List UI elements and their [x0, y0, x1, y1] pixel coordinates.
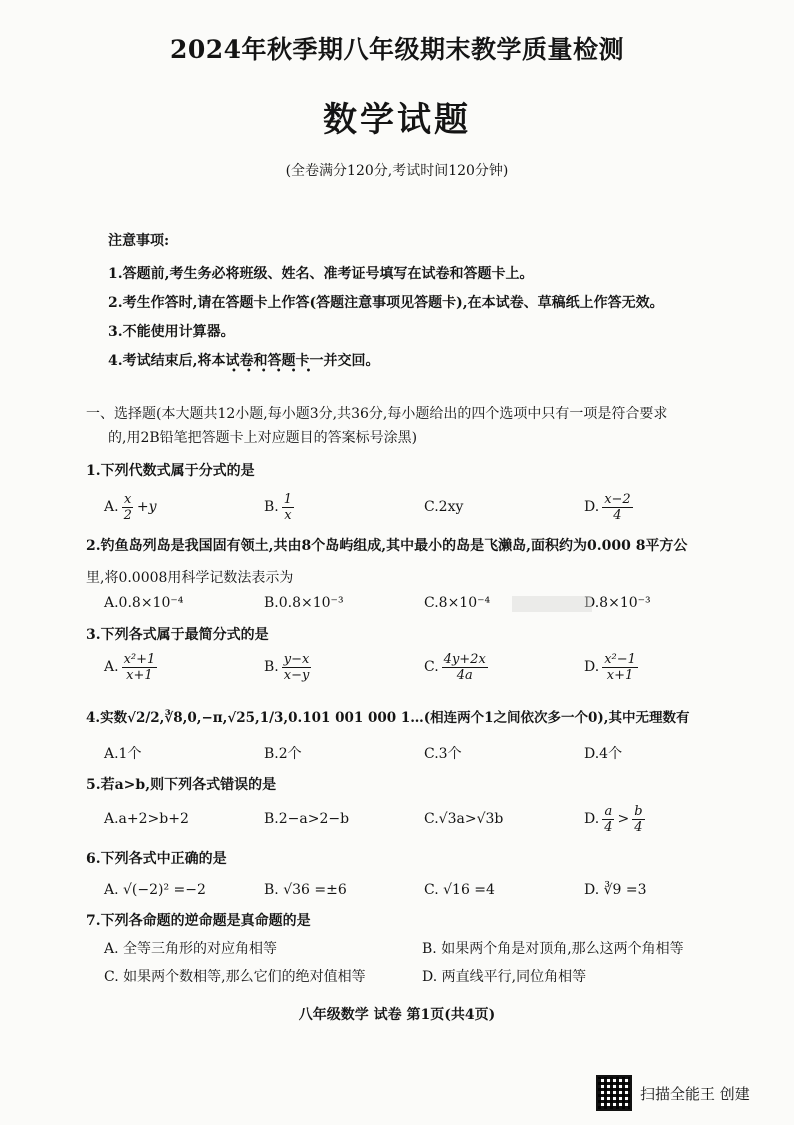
scan-smudge — [512, 596, 592, 612]
page-footer: 八年级数学 试卷 第1页(共4页) — [298, 1007, 496, 1023]
option-a: A. $\frac{\text{x²+1}}{x+1}$ — [104, 651, 156, 683]
option-a: A.0.8×10⁻⁴ — [104, 595, 184, 611]
note-item: 4.考试结束后,将本试卷和答题卡一并交回。 — [108, 353, 380, 369]
question-4-stem: 4.实数√2/2,∛8,0,−π,√25,1/3,0.101 001 000 1…(相连两个1之间依次多一个0),其中无理数有 — [86, 710, 690, 726]
option-a: A. 全等三角形的对应角相等 — [104, 941, 278, 957]
question-4-options — [104, 736, 764, 770]
option-b: B.0.8×10⁻³ — [264, 595, 344, 611]
exam-meta: (全卷满分120分,考试时间120分钟) — [285, 163, 509, 179]
option-c: C.√3a>√3b — [424, 811, 504, 827]
fraction: $\frac{\text{x²−1}}{x+1}$ — [604, 651, 636, 683]
option-c: C. √16 =4 — [424, 882, 495, 898]
question-1-options — [104, 490, 764, 524]
option-b: B. 如果两个角是对顶角,那么这两个角相等 — [422, 941, 684, 957]
option-c: C. $\frac{4y+2x}{4a}$ — [424, 651, 486, 683]
question-1-stem: 1.下列代数式属于分式的是 — [86, 463, 255, 479]
option-d: D. $\frac{x-2}{4}$ — [584, 491, 631, 523]
option-d: D. $\frac{\text{x²−1}}{x+1}$ — [584, 651, 636, 683]
note-item: 3.不能使用计算器。 — [108, 324, 235, 340]
option-b: B. √36 =±6 — [264, 882, 347, 898]
fraction: $\frac{a}{4}$ — [604, 803, 613, 835]
fraction: $\frac{\text{x²+1}}{x+1}$ — [123, 651, 156, 683]
option-c: C.8×10⁻⁴ — [424, 595, 491, 611]
notes-heading: 注意事项: — [108, 233, 170, 249]
emphasis-dots: •••••• — [231, 366, 321, 377]
question-3-stem: 3.下列各式属于最简分式的是 — [86, 627, 269, 643]
option-b: B. $\frac{1}{x}$ — [264, 491, 293, 523]
question-6-options — [104, 873, 764, 907]
question-6-stem: 6.下列各式中正确的是 — [86, 851, 227, 867]
scanner-watermark — [596, 1075, 776, 1115]
exam-title: 2024年秋季期八年级期末教学质量检测 — [169, 35, 625, 64]
option-d: D. ∛9 =3 — [584, 882, 647, 898]
option-c: C. 如果两个数相等,那么它们的绝对值相等 — [104, 969, 366, 985]
qr-code-icon — [596, 1075, 632, 1111]
fraction: $\frac{b}{4}$ — [634, 803, 643, 835]
question-5-options — [104, 802, 764, 836]
fraction: $\frac{y-x}{x-y}$ — [283, 651, 310, 683]
fraction: $\frac{x}{2}$ — [123, 491, 132, 523]
option-d: D.8×10⁻³ — [584, 595, 651, 611]
option-b: B. $\frac{y-x}{x-y}$ — [264, 651, 310, 683]
question-3-options — [104, 650, 764, 684]
question-2-options — [104, 586, 764, 620]
option-b: B.2−a>2−b — [264, 811, 350, 827]
option-c: C.3个 — [424, 746, 462, 762]
question-2-stem: 2.钓鱼岛列岛是我国固有领土,共由8个岛屿组成,其中最小的岛是飞濑岛,面积约为0.000 8平方公 里,将0.0008用科学记数法表示为 — [86, 538, 688, 586]
question-7-stem: 7.下列各命题的逆命题是真命题的是 — [86, 913, 311, 929]
note-item: 2.考生作答时,请在答题卡上作答(答题注意事项见答题卡),在本试卷、草稿纸上作答无效。 — [108, 295, 664, 311]
scanner-label: 扫描全能王 创建 — [640, 1085, 750, 1103]
note-item: 1.答题前,考生务必将班级、姓名、准考证号填写在试卷和答题卡上。 — [108, 266, 534, 282]
fraction: $\frac{1}{x}$ — [283, 491, 293, 523]
question-5-stem: 5.若a>b,则下列各式错误的是 — [86, 777, 277, 793]
fraction: $\frac{4y+2x}{4a}$ — [443, 651, 486, 683]
subject-title: 数学试题 — [323, 100, 471, 140]
option-d: D. $\frac{a}{4}$ > $\frac{b}{4}$ — [584, 803, 643, 835]
option-d: D. 两直线平行,同位角相等 — [422, 969, 587, 985]
option-b: B.2个 — [264, 746, 302, 762]
option-c: C.2xy — [424, 499, 464, 515]
option-a: A.a+2>b+2 — [104, 811, 189, 827]
notes-block — [108, 230, 748, 376]
section-heading — [86, 402, 766, 450]
fraction: $\frac{x-2}{4}$ — [604, 491, 631, 523]
section-line: 一、选择题(本大题共12小题,每小题3分,共36分,每小题给出的四个选项中只有一项是符合要求 — [86, 406, 668, 422]
option-a: A. √(−2)² =−2 — [104, 882, 206, 898]
option-a: A.1个 — [104, 746, 142, 762]
option-a: A. $\frac{x}{2}$ +y — [104, 491, 157, 523]
option-d: D.4个 — [584, 746, 623, 762]
section-line: 的,用2B铅笔把答题卡上对应题目的答案标号涂黑) — [108, 430, 418, 446]
